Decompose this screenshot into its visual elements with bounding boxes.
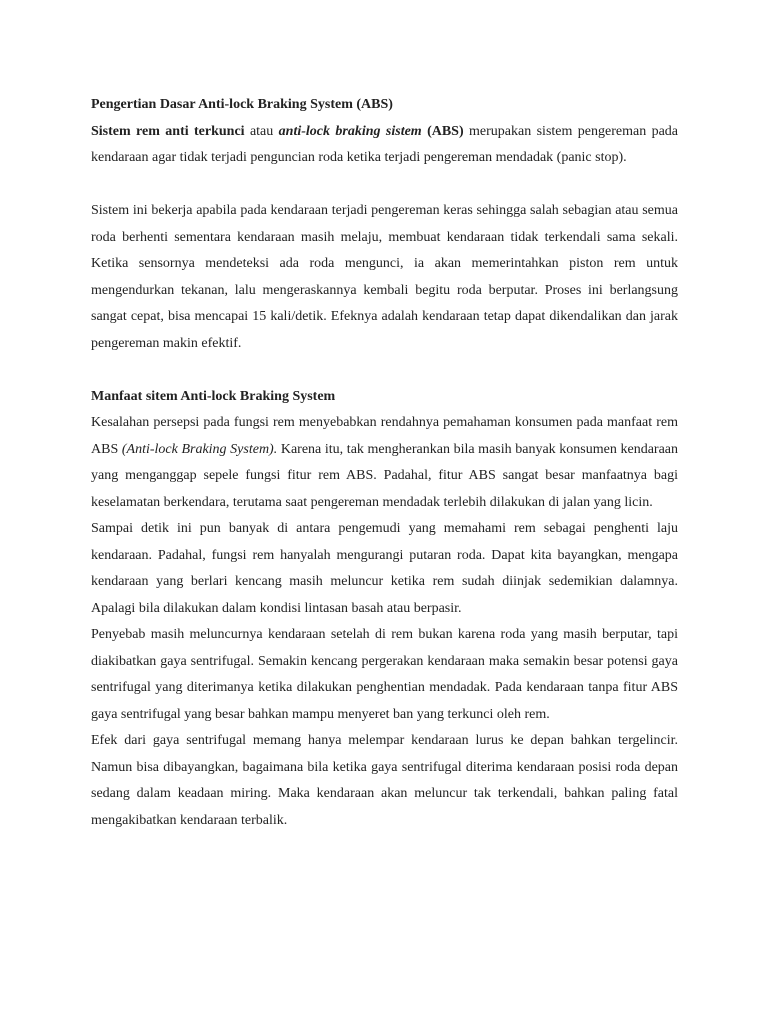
paragraph-gap <box>91 172 678 199</box>
paragraph-efek: Efek dari gaya sentrifugal memang hanya melempar kendaraan lurus ke depan bahkan tergelincir. Namun bisa dibayangkan, bagaimana bila ketika gaya sentrifugal diterima kendaraan posisi roda depan sedang dalam keadaan miring. Maka kendaraan akan meluncur tak terkendali, bahkan paling fatal mengakibatkan kendaraan terbalik. <box>91 733 678 828</box>
section-title-pengertian: Pengertian Dasar Anti-lock Braking System (ABS) <box>91 97 393 112</box>
term-sistem-rem: Sistem rem anti terkunci <box>91 123 245 139</box>
document-page <box>91 92 678 834</box>
paragraph-how-it-works: Sistem ini bekerja apabila pada kendaraan terjadi pengereman keras sehingga salah sebagian atau semua roda berhenti sementara kendaraan masih melaju, membuat kendaraan tidak terkendali sama sekali. Ketika sensornya mendeteksi ada roda mengunci, ia akan memerintahkan piston rem untuk mengendurkan tekanan, lalu mengeraskannya kembali begitu roda berputar. Proses ini berlangsung sangat cepat, bisa mencapai 15 kali/detik. Efeknya adalah kendaraan tetap dapat dikendalikan dan jarak pengereman makin efektif. <box>91 203 678 351</box>
persepsi-italic: (Anti-lock Braking System). <box>121 441 278 457</box>
definition-rest: merupakan sistem pengereman pada kendaraan agar tidak terjadi penguncian roda ketika terjadi pengereman mendadak (panic stop). <box>91 123 679 165</box>
paragraph-definition <box>91 119 678 172</box>
paragraph-persepsi <box>91 410 678 516</box>
persepsi-rest: Karena itu, tak mengherankan bila masih banyak konsumen kendaraan yang menganggap sepele fungsi fitur rem ABS. Padahal, fitur ABS sangat besar manfaatnya bagi keselamatan berkendara, terutama saat pengereman mendadak terlebih dilakukan di jalan yang licin. <box>91 441 678 510</box>
paragraph-gap <box>91 357 678 384</box>
term-anti-lock: anti-lock braking sistem <box>278 123 422 139</box>
section-title-manfaat: Manfaat sitem Anti-lock Braking System <box>91 388 336 404</box>
paragraph-penyebab: Penyebab masih meluncurnya kendaraan setelah di rem bukan karena roda yang masih berputar, tapi diakibatkan gaya sentrifugal. Semakin kencang pergerakan kendaraan maka semakin besar potensi gaya sentrifugal yang diterimanya ketika dilakukan penghentian mendadak. Pada kendaraan tanpa fitur ABS gaya sentrifugal yang besar bahkan mampu menyeret ban yang terkunci oleh rem. <box>91 627 678 722</box>
term-abs: (ABS) <box>421 123 464 139</box>
text-atau: atau <box>244 123 279 139</box>
paragraph-pengemudi: Sampai detik ini pun banyak di antara pengemudi yang memahami rem sebagai penghenti laju kendaraan. Padahal, fungsi rem hanyalah mengurangi putaran roda. Dapat kita bayangkan, mengapa kendaraan yang berlari kencang masih meluncur ketika rem sudah diinjak sedemikian dalamnya. Apalagi bila dilakukan dalam kondisi lintasan basah atau berpasir. <box>91 521 678 616</box>
persepsi-start: Kesalahan persepsi pada fungsi rem menyebabkan rendahnya pemahaman konsumen pada manfaat rem ABS <box>91 415 678 457</box>
